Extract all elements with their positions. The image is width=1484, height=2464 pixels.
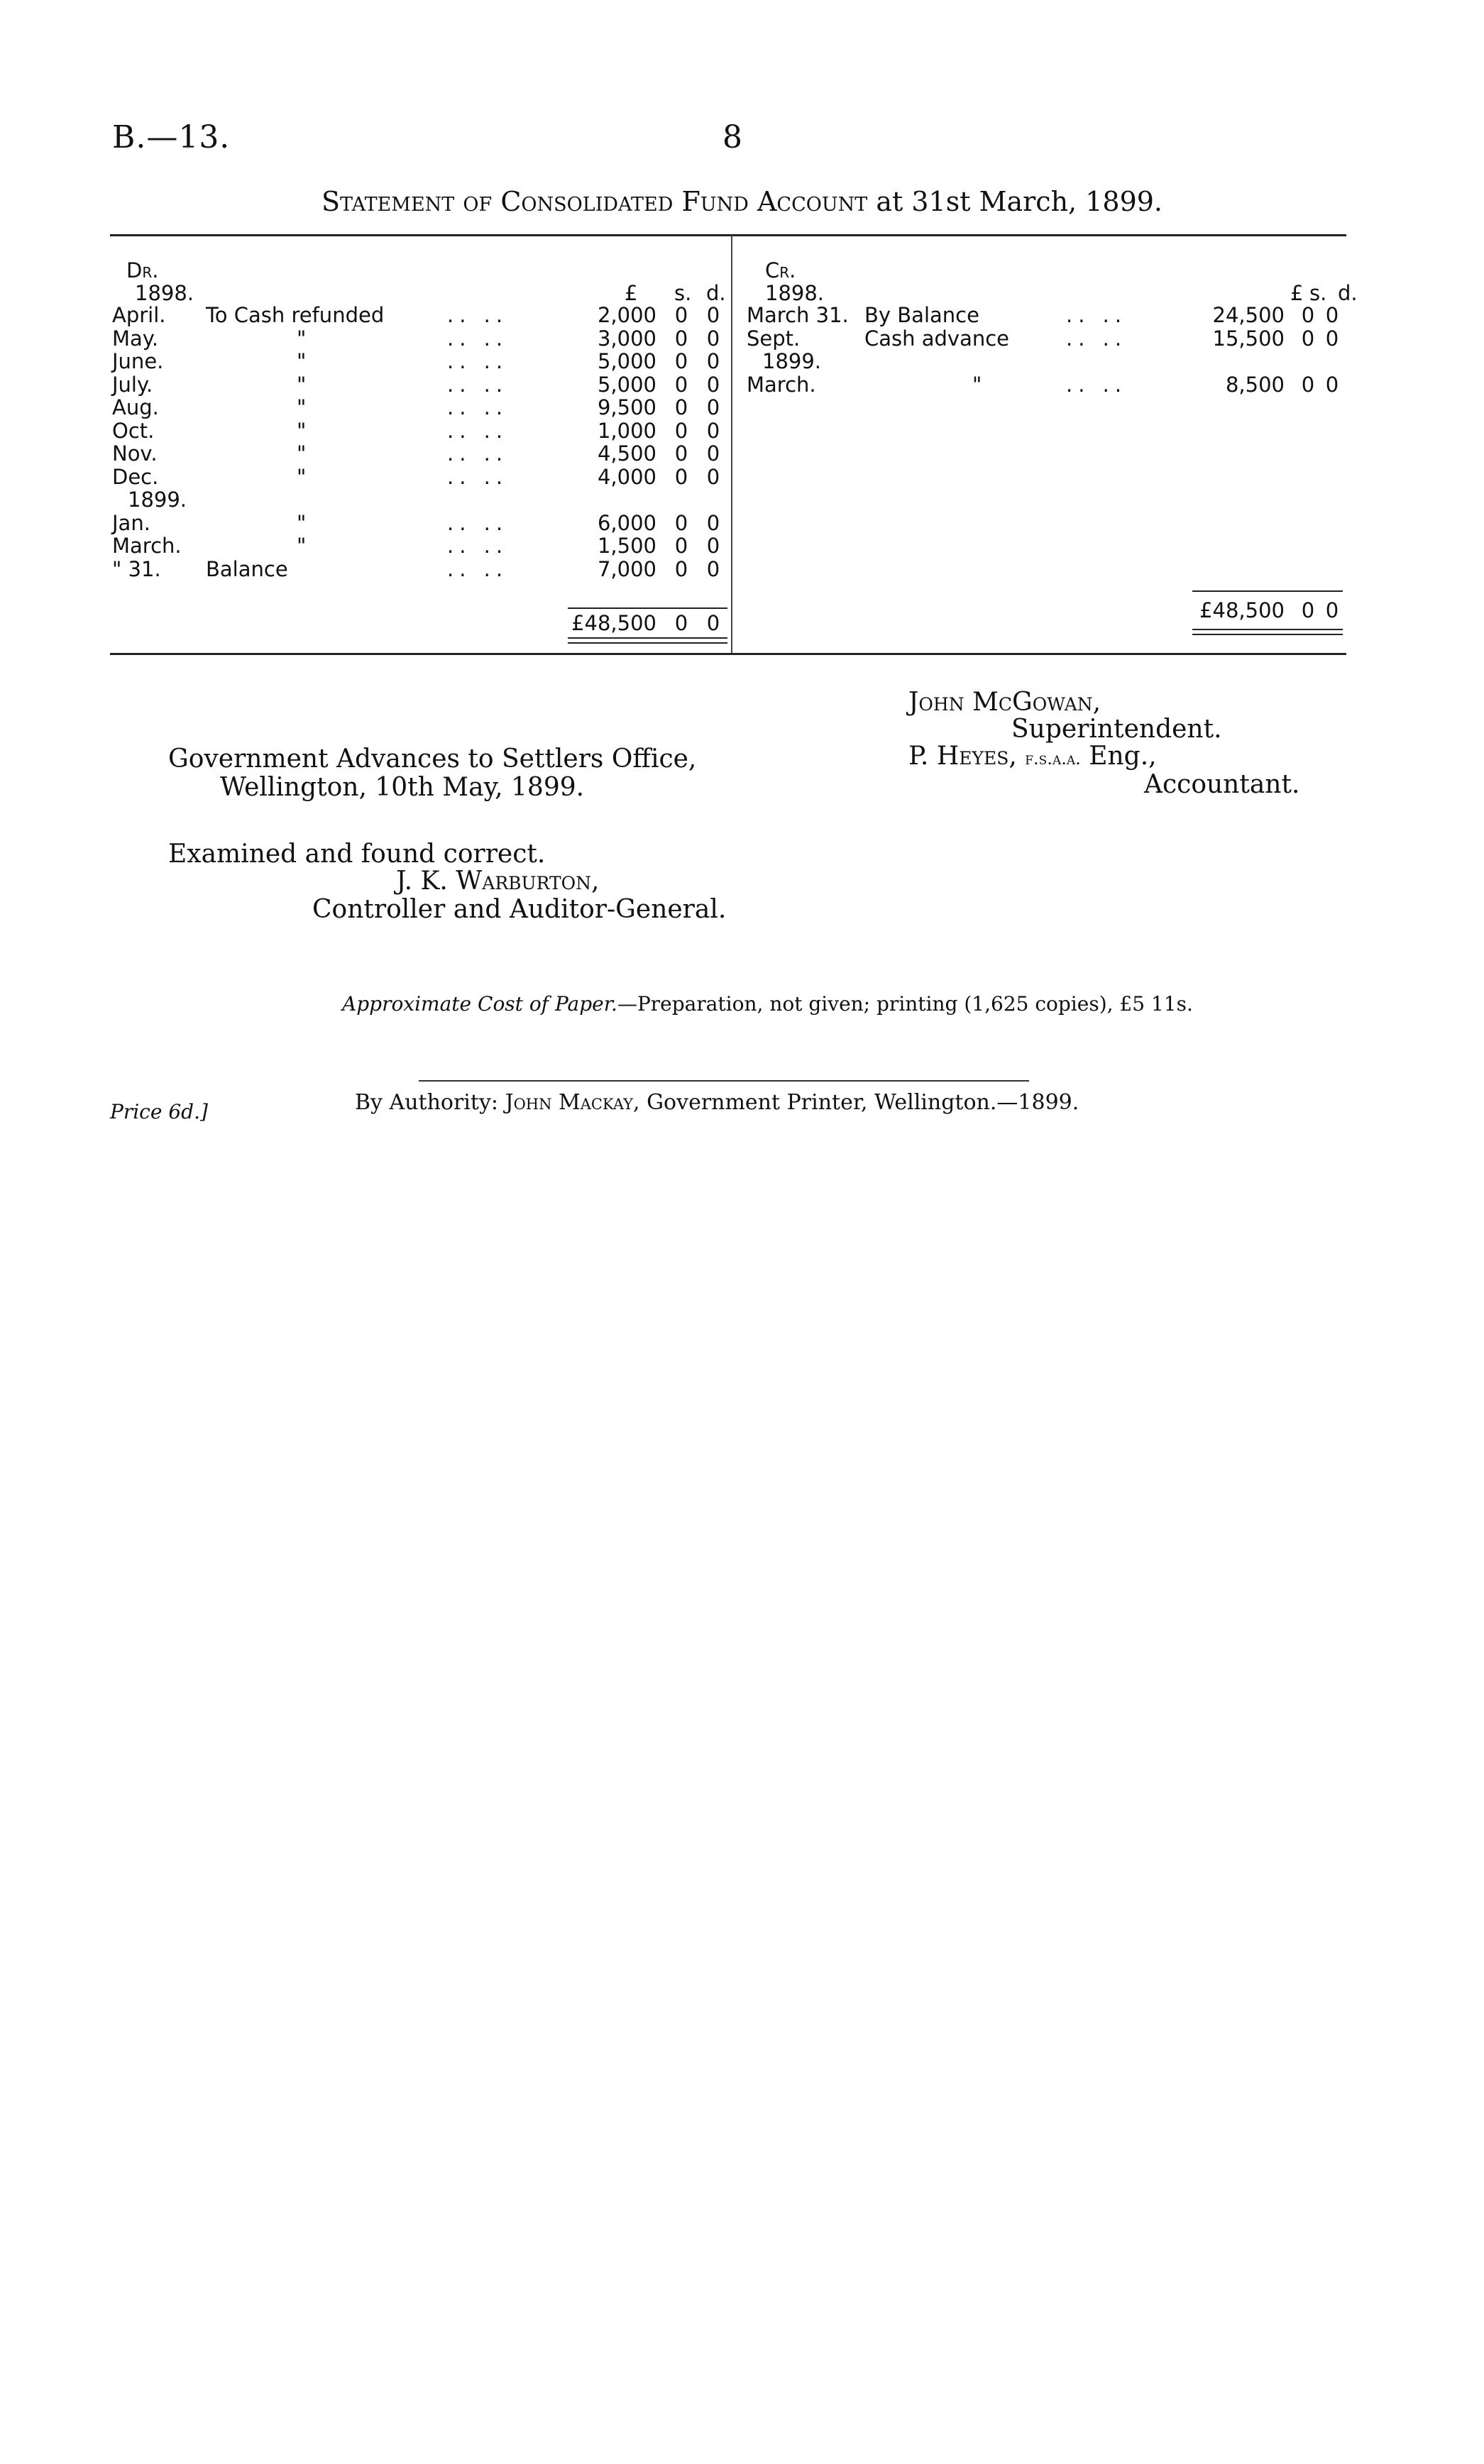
credit-row-leader-dots: .. .. <box>1066 372 1128 397</box>
debit-row-pence: 0 <box>706 534 720 558</box>
debit-row-pounds: 1,500 <box>597 534 656 558</box>
debit-row-shillings: 0 <box>674 349 688 373</box>
debit-row-date: Jan. <box>112 510 150 535</box>
debit-row-desc: " <box>297 441 307 466</box>
credit-row-pence: 0 <box>1325 326 1339 351</box>
debit-row-leader-dots: .. .. <box>447 510 509 535</box>
debit-row-leader-dots: .. .. <box>447 534 509 558</box>
debit-row <box>0 442 1484 465</box>
debit-row-date: 1899. <box>128 488 187 512</box>
examined-statement: Examined and found correct. <box>168 840 546 869</box>
page-reference: B.—13. <box>112 119 231 155</box>
debit-row-shillings: 0 <box>674 534 688 558</box>
debit-row-leader-dots: .. .. <box>447 441 509 466</box>
accountant-eng: Eng., <box>1089 742 1157 771</box>
superintendent-name <box>908 688 1101 717</box>
accountant-name-text: P. Heyes, <box>908 742 1017 771</box>
debit-row-pounds: 5,000 <box>597 349 656 373</box>
debit-total-rule <box>568 607 727 609</box>
credit-row-pence: 0 <box>1325 303 1339 327</box>
auditor-title: Controller and Auditor-General. <box>312 895 727 924</box>
debit-row-desc: " <box>297 418 307 443</box>
debit-row-desc: " <box>297 534 307 558</box>
office-line-1: Government Advances to Settlers Office, <box>168 744 697 774</box>
debit-row-date: May. <box>112 326 159 351</box>
authority-prefix: By Authority: <box>355 1090 499 1115</box>
accountant-title: Accountant. <box>1144 770 1300 799</box>
debit-row-leader-dots: .. .. <box>447 556 509 581</box>
debit-row-shillings: 0 <box>674 395 688 419</box>
credit-currency-shillings: s. <box>1309 281 1327 305</box>
debit-row-date: Dec. <box>112 464 159 489</box>
title-suffix: at 31st March, 1899. <box>876 186 1163 217</box>
credit-heading: Cr. <box>765 258 796 282</box>
debit-row-pence: 0 <box>706 372 720 397</box>
credit-total-pence: 0 <box>1325 598 1339 622</box>
debit-row-pounds: 1,000 <box>597 418 656 443</box>
debit-row-leader-dots: .. .. <box>447 326 509 351</box>
debit-row-desc: " <box>297 372 307 397</box>
superintendent-name-text: John McGowan, <box>908 688 1101 717</box>
printer-imprint <box>355 1090 1079 1115</box>
credit-row-desc: By Balance <box>864 303 979 327</box>
debit-row-date: July. <box>112 372 153 397</box>
debit-row-pounds: 4,000 <box>597 464 656 489</box>
debit-row-date: " 31. <box>112 556 161 581</box>
auditor-name <box>396 867 600 896</box>
credit-row-date: March. <box>747 372 816 397</box>
debit-row-date: March. <box>112 534 182 558</box>
superintendent-title: Superintendent. <box>1011 715 1222 744</box>
credit-row-desc: Cash advance <box>864 326 1010 351</box>
page-number: 8 <box>722 119 742 155</box>
debit-row-pounds: 4,500 <box>597 441 656 466</box>
debit-row-leader-dots: .. .. <box>447 395 509 419</box>
credit-row-leader-dots: .. .. <box>1066 303 1128 327</box>
credit-year: 1898. <box>765 281 825 305</box>
page-title <box>0 186 1484 217</box>
debit-row-pounds: 7,000 <box>597 556 656 581</box>
credit-row <box>0 327 1484 350</box>
debit-row-desc: " <box>297 464 307 489</box>
table-top-rule <box>110 234 1346 236</box>
debit-total-pounds: £48,500 <box>571 611 656 635</box>
debit-currency-pounds: £ <box>625 281 638 305</box>
debit-currency-pence: d. <box>706 281 726 305</box>
credit-total-rule <box>1192 590 1343 592</box>
debit-row-date: June. <box>112 349 164 373</box>
debit-year: 1898. <box>135 281 194 305</box>
credit-row <box>0 350 1484 373</box>
credit-row-date: Sept. <box>747 326 801 351</box>
debit-row-shillings: 0 <box>674 303 688 327</box>
credit-row <box>0 373 1484 396</box>
debit-total-pence: 0 <box>706 611 720 635</box>
credit-currency-pounds: £ <box>1290 281 1304 305</box>
printer-rest: Government Printer, Wellington.—1899. <box>647 1090 1079 1115</box>
debit-row-pence: 0 <box>706 303 720 327</box>
debit-row-pence: 0 <box>706 441 720 466</box>
debit-row <box>0 466 1484 488</box>
credit-total-pounds: £48,500 <box>1199 598 1285 622</box>
credit-total-double-rule <box>1192 629 1343 635</box>
credit-currency-pence: d. <box>1338 281 1358 305</box>
debit-row <box>0 558 1484 581</box>
credit-row-shillings: 0 <box>1301 303 1315 327</box>
credit-total-shillings: 0 <box>1301 598 1315 622</box>
debit-row-leader-dots: .. .. <box>447 464 509 489</box>
credit-row-desc: " <box>972 372 982 397</box>
debit-row-desc: " <box>297 395 307 419</box>
debit-row-shillings: 0 <box>674 418 688 443</box>
printer-name: John Mackay, <box>505 1090 640 1115</box>
credit-row-date: 1899. <box>762 349 822 373</box>
accountant-quals: f.s.a.a. <box>1025 749 1081 769</box>
debit-heading: Dr. <box>126 258 159 282</box>
title-prefix: Statement of Consolidated Fund Account <box>321 186 868 217</box>
imprint-rule <box>419 1080 1029 1082</box>
cost-text: —Preparation, not given; printing (1,625 copies), £5 11s. <box>617 992 1193 1016</box>
debit-row <box>0 419 1484 442</box>
debit-row-leader-dots: .. .. <box>447 372 509 397</box>
debit-row-pence: 0 <box>706 464 720 489</box>
debit-row-pence: 0 <box>706 395 720 419</box>
credit-row-pounds: 15,500 <box>1212 326 1285 351</box>
credit-row-pence: 0 <box>1325 372 1339 397</box>
table-bottom-rule <box>110 653 1346 655</box>
debit-row-shillings: 0 <box>674 556 688 581</box>
debit-row-shillings: 0 <box>674 372 688 397</box>
accountant-name <box>908 742 1157 773</box>
debit-row <box>0 512 1484 534</box>
credit-row-leader-dots: .. .. <box>1066 326 1128 351</box>
debit-row-desc: To Cash refunded <box>206 303 385 327</box>
credit-row-pounds: 24,500 <box>1212 303 1285 327</box>
debit-row-shillings: 0 <box>674 510 688 535</box>
debit-row-shillings: 0 <box>674 464 688 489</box>
debit-row-desc: " <box>297 349 307 373</box>
credit-row-shillings: 0 <box>1301 372 1315 397</box>
debit-row-pence: 0 <box>706 349 720 373</box>
price-note: Price 6d.] <box>110 1100 208 1123</box>
debit-row-leader-dots: .. .. <box>447 349 509 373</box>
debit-row-shillings: 0 <box>674 326 688 351</box>
credit-row-date: March 31. <box>747 303 849 327</box>
debit-row-leader-dots: .. .. <box>447 418 509 443</box>
debit-row-leader-dots: .. .. <box>447 303 509 327</box>
debit-row-pounds: 3,000 <box>597 326 656 351</box>
debit-row-date: April. <box>112 303 166 327</box>
auditor-name-text: J. K. Warburton, <box>396 867 600 896</box>
debit-row <box>0 534 1484 557</box>
debit-row <box>0 488 1484 511</box>
debit-row-pence: 0 <box>706 418 720 443</box>
credit-row <box>0 304 1484 326</box>
credit-row-shillings: 0 <box>1301 326 1315 351</box>
debit-row-desc: " <box>297 326 307 351</box>
credit-row-pounds: 8,500 <box>1225 372 1285 397</box>
debit-row-desc: " <box>297 510 307 535</box>
debit-row-pounds: 6,000 <box>597 510 656 535</box>
office-line-2: Wellington, 10th May, 1899. <box>220 773 585 802</box>
debit-row-desc: Balance <box>206 556 288 581</box>
debit-total-double-rule <box>568 637 727 644</box>
debit-row-pence: 0 <box>706 510 720 535</box>
debit-row-shillings: 0 <box>674 441 688 466</box>
cost-of-paper-note <box>342 992 1193 1016</box>
debit-row-pence: 0 <box>706 556 720 581</box>
debit-row-pence: 0 <box>706 326 720 351</box>
debit-row-pounds: 5,000 <box>597 372 656 397</box>
debit-row-pounds: 9,500 <box>597 395 656 419</box>
debit-currency-shillings: s. <box>674 281 692 305</box>
cost-label: Approximate Cost of Paper. <box>342 992 617 1016</box>
debit-row-date: Oct. <box>112 418 155 443</box>
debit-row-date: Nov. <box>112 441 158 466</box>
debit-row-pounds: 2,000 <box>597 303 656 327</box>
debit-total-shillings: 0 <box>674 611 688 635</box>
debit-row <box>0 396 1484 419</box>
debit-row-date: Aug. <box>112 395 159 419</box>
